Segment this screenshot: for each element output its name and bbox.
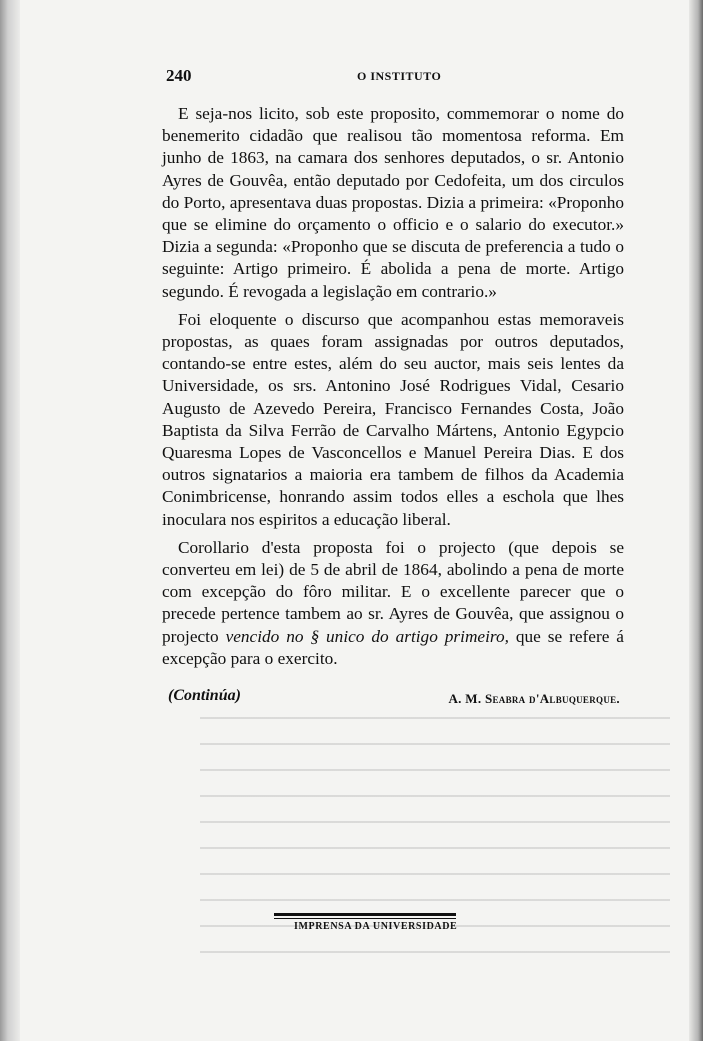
paragraph-3-text-b: que se refere á excepção para o exercito. [162,626,624,668]
paragraph-1: E seja-nos licito, sob este proposito, commemorar o nome do benemerito cidadão que realisou tão momentosa reforma. Em junho de 1863, na camara dos senhores deputados, o sr. Antonio Ayres de Gouvêa, então deputado por Cedofeita, um dos circulos do Porto, apresentava duas propostas. Dizia a primeira: «Proponho que se elimine do orçamento o officio e o salario do executor.» Dizia a segunda: «Proponho que se discuta de preferencia a tudo o seguinte: Artigo primeiro. É abolida a pena de morte. Artigo segundo. É revogada a legislação em contrario.» [162,104,624,301]
paragraph-3-text-a: Corollario d'esta proposta foi o projecto (que depois se converteu em lei) de 5 de abril de 1864, abolindo a pena de morte com excepção do fôro militar. E o excellente parecer que o precede pertence tambem ao sr. Ayres de Gouvêa, que assignou o projecto [162,537,624,646]
paragraph-2: Foi eloquente o discurso que acompanhou estas memoraveis propostas, as quaes foram assignadas por outros deputados, contando-se entre estes, além do seu auctor, mais seis lentes da Universidade, os srs. Antonino José Rodrigues Vidal, Cesario Augusto de Azevedo Pereira, Francisco Fernandes Costa, João Baptista da Silva Ferrão de Carvalho Mártens, Antonio Egypcio Quaresma Lopes de Vasconcellos e Manuel Pereira Dias. E dos outros signatarios a maioria era tambem de filhos da Academia Conimbricense, honrando assim todos elles a eschola que lhes inoculara nos espiritos a educação liberal. [162,309,624,529]
imprint-rule-thin [274,918,456,919]
imprint-rule-thick [274,913,456,916]
running-head: O INSTITUTO [357,69,442,83]
page-edge-right-shadow [689,0,703,1041]
signature-line [168,687,620,711]
page-header [166,66,626,86]
author-signature: A. M. Seabra d'Albuquerque. [448,691,620,706]
paragraph-3 [162,537,624,670]
page-edge-left-shadow [0,0,20,1041]
page-number: 240 [166,66,192,85]
main-text [162,103,624,670]
paragraph-3-italic-phrase: vencido no § unico do artigo primeiro, [225,626,509,646]
continua-note: (Continúa) [168,687,241,704]
imprint-text: IMPRENSA DA UNIVERSIDADE [294,921,458,932]
